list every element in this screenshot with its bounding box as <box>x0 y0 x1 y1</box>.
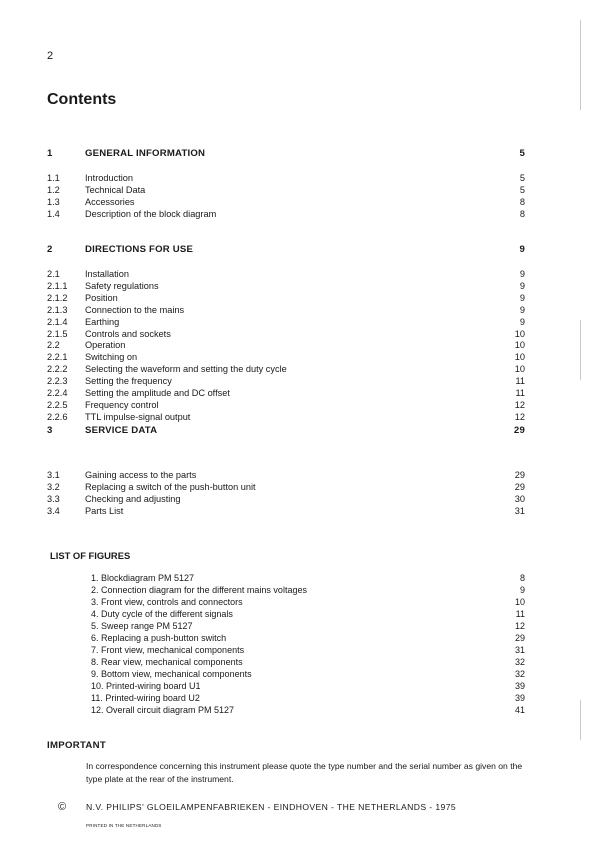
entry-title: Accessories <box>85 196 135 207</box>
entry-title: Technical Data <box>85 184 146 195</box>
entry-page: 12 <box>514 399 525 410</box>
figure-entry <box>47 680 525 692</box>
entry-number: 2.2.5 <box>47 399 68 410</box>
figure-entry <box>47 572 525 584</box>
entry-number: 2.2 <box>47 340 60 351</box>
figure-title: 11. Printed-wiring board U2 <box>91 693 200 703</box>
entry-number: 3.3 <box>47 493 60 504</box>
figure-page: 9 <box>519 585 525 595</box>
entry-title: Operation <box>85 340 126 351</box>
toc-entry <box>47 280 525 292</box>
toc-entry <box>47 339 525 351</box>
entry-number: 2.1.2 <box>47 292 68 303</box>
entry-number: 2.2.6 <box>47 411 68 422</box>
entry-number: 2.2.2 <box>47 364 68 375</box>
figure-title: 8. Rear view, mechanical components <box>91 657 243 667</box>
entry-page: 5 <box>519 173 525 183</box>
entry-page: 8 <box>519 196 525 207</box>
entry-page: 9 <box>519 269 525 279</box>
entry-title: Description of the block diagram <box>85 208 217 219</box>
toc-entry <box>47 363 525 375</box>
entry-page: 11 <box>515 376 525 387</box>
entry-page: 9 <box>519 292 525 303</box>
section-page: 29 <box>513 425 525 436</box>
entry-page: 12 <box>514 411 525 422</box>
figure-page: 32 <box>514 657 525 667</box>
toc-entry <box>47 268 525 280</box>
figure-title: 5. Sweep range PM 5127 <box>91 621 193 631</box>
figure-entry <box>47 632 525 644</box>
toc-entry <box>47 328 525 340</box>
entry-title: Switching on <box>85 352 138 363</box>
entry-number: 2.2.3 <box>47 376 68 387</box>
publisher-line: N.V. PHILIPS' GLOEILAMPENFABRIEKEN - EINDHOVEN - THE NETHERLANDS - 1975 <box>86 802 457 812</box>
important-note: In correspondence concerning this instrument please quote the type number and the serial number as given on the type plate at the rear of the instrument. <box>86 761 523 784</box>
important-heading: IMPORTANT <box>47 740 107 751</box>
toc-entry <box>47 292 525 304</box>
figure-entry <box>47 704 525 716</box>
figure-title: 1. Blockdiagram PM 5127 <box>91 573 195 583</box>
list-of-figures-heading: LIST OF FIGURES <box>50 550 131 561</box>
entry-page: 8 <box>519 208 525 219</box>
figure-entry <box>47 692 525 704</box>
toc-entry <box>47 469 525 481</box>
toc-entry <box>47 196 525 208</box>
figure-page: 8 <box>519 573 525 583</box>
figure-page: 31 <box>514 645 525 655</box>
entry-title: Setting the amplitude and DC offset <box>85 388 230 398</box>
entry-page: 5 <box>519 184 525 195</box>
entry-page: 9 <box>519 304 525 315</box>
entry-page: 10 <box>514 328 525 339</box>
scan-edge-mark <box>580 20 581 110</box>
printed-in-note: PRINTED IN THE NETHERLANDS <box>86 823 162 828</box>
entry-page: 10 <box>514 352 525 363</box>
section-number: 1 <box>47 148 53 159</box>
entry-page: 9 <box>519 316 525 327</box>
toc-entry <box>47 505 525 517</box>
toc-entry <box>47 351 525 363</box>
entry-page: 10 <box>514 340 525 351</box>
entry-title: Checking and adjusting <box>85 493 181 504</box>
figure-page: 41 <box>514 705 525 715</box>
entry-number: 1.3 <box>47 196 60 207</box>
entry-number: 1.1 <box>47 173 60 183</box>
toc-entry <box>47 481 525 493</box>
figure-entry <box>47 644 525 656</box>
entry-title: Replacing a switch of the push-button unit <box>85 481 256 492</box>
entry-number: 2.1.1 <box>47 280 68 291</box>
toc-section-heading <box>47 244 525 256</box>
entry-title: Selecting the waveform and setting the duty cycle <box>85 364 287 375</box>
figure-title: 6. Replacing a push-button switch <box>91 633 227 643</box>
section-title: SERVICE DATA <box>85 425 158 436</box>
section-page: 9 <box>519 244 525 255</box>
page-number: 2 <box>47 50 54 62</box>
entry-page: 29 <box>514 481 525 492</box>
entry-title: Safety regulations <box>85 280 159 291</box>
entry-number: 3.2 <box>47 481 60 492</box>
scan-edge-mark <box>580 700 581 740</box>
entry-number: 1.2 <box>47 184 60 195</box>
figure-entry <box>47 596 525 608</box>
toc-entry <box>47 411 525 423</box>
entry-page: 29 <box>514 470 525 480</box>
toc-entry <box>47 316 525 328</box>
entry-title: Connection to the mains <box>85 304 185 315</box>
entry-page: 30 <box>514 493 525 504</box>
entry-page: 11 <box>515 388 525 398</box>
entry-number: 2.1.3 <box>47 304 68 315</box>
entry-title: TTL impulse-signal output <box>85 411 191 422</box>
entry-page: 31 <box>514 505 525 516</box>
copyright-icon: © <box>58 801 67 813</box>
page-title: Contents <box>47 91 117 108</box>
toc-entry <box>47 493 525 505</box>
toc-section-heading <box>47 148 525 160</box>
figure-entry <box>47 584 525 596</box>
entry-title: Position <box>85 292 118 303</box>
entry-title: Frequency control <box>85 399 159 410</box>
entry-page: 9 <box>519 280 525 291</box>
entry-number: 3.4 <box>47 505 60 516</box>
toc-entry <box>47 375 525 387</box>
toc-entry <box>47 399 525 411</box>
entry-title: Earthing <box>85 316 120 327</box>
entry-number: 2.1.5 <box>47 328 68 339</box>
figure-title: 12. Overall circuit diagram PM 5127 <box>91 705 235 715</box>
toc-entry <box>47 172 525 184</box>
figure-page: 39 <box>514 681 525 691</box>
toc-entry <box>47 304 525 316</box>
entry-title: Introduction <box>85 173 134 183</box>
figure-entry <box>47 668 525 680</box>
figure-page: 39 <box>514 693 525 703</box>
section-number: 3 <box>47 425 53 436</box>
entry-title: Gaining access to the parts <box>85 470 197 480</box>
section-number: 2 <box>47 244 53 255</box>
figure-page: 29 <box>514 633 525 643</box>
toc-entry <box>47 208 525 220</box>
section-title: DIRECTIONS FOR USE <box>85 244 194 255</box>
entry-number: 2.1.4 <box>47 316 68 327</box>
figure-title: 3. Front view, controls and connectors <box>91 597 243 607</box>
figure-page: 10 <box>514 597 525 607</box>
entry-number: 2.2.1 <box>47 352 68 363</box>
scan-edge-mark <box>580 320 581 380</box>
entry-title: Setting the frequency <box>85 376 172 387</box>
toc-section-heading <box>47 425 525 437</box>
entry-title: Controls and sockets <box>85 328 171 339</box>
figure-title: 2. Connection diagram for the different mains voltages <box>91 585 307 595</box>
figure-page: 11 <box>515 609 525 619</box>
figure-entry <box>47 656 525 668</box>
figure-entry <box>47 620 525 632</box>
entry-number: 2.2.4 <box>47 388 68 398</box>
toc-entry <box>47 184 525 196</box>
figure-title: 10. Printed-wiring board U1 <box>91 681 201 691</box>
entry-page: 10 <box>514 364 525 375</box>
figure-title: 7. Front view, mechanical components <box>91 645 245 655</box>
entry-title: Parts List <box>85 505 124 516</box>
entry-number: 3.1 <box>47 470 60 480</box>
toc-entry <box>47 387 525 399</box>
entry-title: Installation <box>85 269 129 279</box>
section-page: 5 <box>519 148 525 159</box>
entry-number: 2.1 <box>47 269 60 279</box>
figure-page: 32 <box>514 669 525 679</box>
figure-entry <box>47 608 525 620</box>
section-title: GENERAL INFORMATION <box>85 148 206 159</box>
entry-number: 1.4 <box>47 208 60 219</box>
figure-title: 9. Bottom view, mechanical components <box>91 669 252 679</box>
figure-page: 12 <box>514 621 525 631</box>
figure-title: 4. Duty cycle of the different signals <box>91 609 233 619</box>
